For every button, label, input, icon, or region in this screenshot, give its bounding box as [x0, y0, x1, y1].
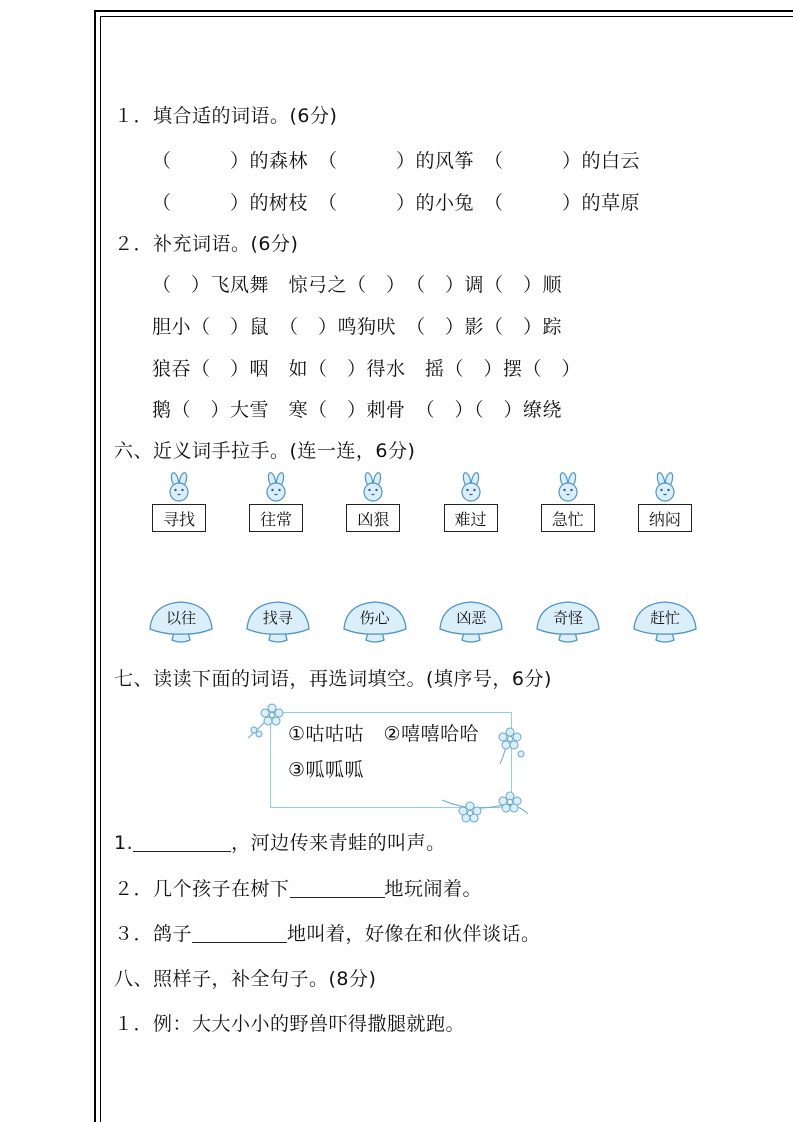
word-options-line1: ①咕咕咕 ②嘻嘻哈哈	[288, 723, 480, 745]
q8-title: 八、照样子，补全句子。(8分)	[114, 968, 377, 990]
mushroom-word[interactable]	[533, 592, 603, 646]
q7-title: 七、读读下面的词语，再选词填空。(填序号，6分)	[114, 668, 552, 690]
rabbit-icon	[553, 472, 583, 506]
q1-title: １．填合适的词语。(6分)	[114, 105, 338, 127]
mushroom-word[interactable]	[146, 592, 216, 646]
synonym-top-item	[638, 472, 692, 532]
q2-line2: 胆小（ ）鼠 （ ）鸣狗吠 （ ）影（ ）踪	[152, 316, 563, 338]
q1-line1: （ ）的森林 （ ）的风筝 （ ）的白云	[152, 150, 641, 172]
page-border-left-outer	[94, 10, 96, 1122]
page-border-top-inner	[100, 16, 793, 17]
flower-vine-icon	[440, 782, 532, 824]
mushroom-word[interactable]	[630, 592, 700, 646]
word-options-line2: ③呱呱呱	[288, 759, 365, 781]
word-card[interactable]: 凶狠	[346, 504, 400, 532]
q7-item2-prefix: ２．几个孩子在树下	[114, 878, 290, 900]
q7-item3-blank[interactable]	[192, 924, 287, 943]
synonym-top-item	[346, 472, 400, 532]
synonym-top-item	[152, 472, 206, 532]
q2-line3: 狼吞（ ）咽 如（ ）得水 摇（ ）摆（ ）	[152, 358, 582, 380]
synonym-bottom-row	[146, 592, 700, 646]
word-card[interactable]: 往常	[249, 504, 303, 532]
synonym-top-item	[249, 472, 303, 532]
mushroom-word[interactable]	[436, 592, 506, 646]
q7-item3-prefix: ３．鸽子	[114, 923, 193, 945]
mushroom-word-label: 凶恶	[456, 609, 487, 627]
q7-item2-suffix: 地玩闹着。	[384, 878, 483, 900]
q7-item3-suffix: 地叫着，好像在和伙伴谈话。	[287, 923, 541, 945]
rabbit-icon	[456, 472, 486, 506]
word-card[interactable]: 纳闷	[638, 504, 692, 532]
mushroom-word[interactable]	[340, 592, 410, 646]
page-border-left-inner	[100, 16, 101, 1122]
rabbit-icon	[650, 472, 680, 506]
q8-item1: １．例：大大小小的野兽吓得撒腿就跑。	[114, 1013, 466, 1035]
rabbit-icon	[164, 472, 194, 506]
rabbit-icon	[358, 472, 388, 506]
mushroom-word[interactable]	[243, 592, 313, 646]
mushroom-word-label: 找寻	[262, 609, 293, 627]
flower-vine-icon	[492, 722, 532, 766]
q2-line1: （ ）飞凤舞 惊弓之（ ） （ ）调（ ）顺	[152, 274, 563, 296]
q2-title: ２．补充词语。(6分)	[114, 233, 299, 255]
q2-line4: 鹅（ ）大雪 寒（ ）刺骨 （ ）（ ）缭绕	[152, 399, 563, 421]
q6-title: 六、近义词手拉手。(连一连，6分)	[114, 440, 416, 462]
q7-item2-blank[interactable]	[290, 879, 385, 898]
word-card[interactable]: 急忙	[541, 504, 595, 532]
flower-vine-icon	[244, 694, 292, 740]
synonym-top-item	[444, 472, 498, 532]
q7-item1-suffix: ，河边传来青蛙的叫声。	[231, 832, 446, 854]
mushroom-word-label: 赶忙	[649, 609, 680, 627]
page-border-top-outer	[94, 10, 793, 12]
mushroom-word-label: 奇怪	[553, 609, 584, 627]
q7-item1	[114, 830, 446, 857]
rabbit-icon	[261, 472, 291, 506]
q1-line2: （ ）的树枝 （ ）的小兔 （ ）的草原	[152, 192, 641, 214]
q7-item1-blank[interactable]	[133, 833, 231, 852]
q7-item2	[114, 876, 482, 903]
synonym-top-item	[541, 472, 595, 532]
word-card[interactable]: 寻找	[152, 504, 206, 532]
q7-item1-prefix: 1.	[114, 832, 134, 854]
synonym-top-row	[152, 472, 692, 532]
mushroom-word-label: 伤心	[359, 609, 390, 627]
q7-item3	[114, 921, 541, 948]
word-card[interactable]: 难过	[444, 504, 498, 532]
mushroom-word-label: 以往	[165, 609, 196, 627]
